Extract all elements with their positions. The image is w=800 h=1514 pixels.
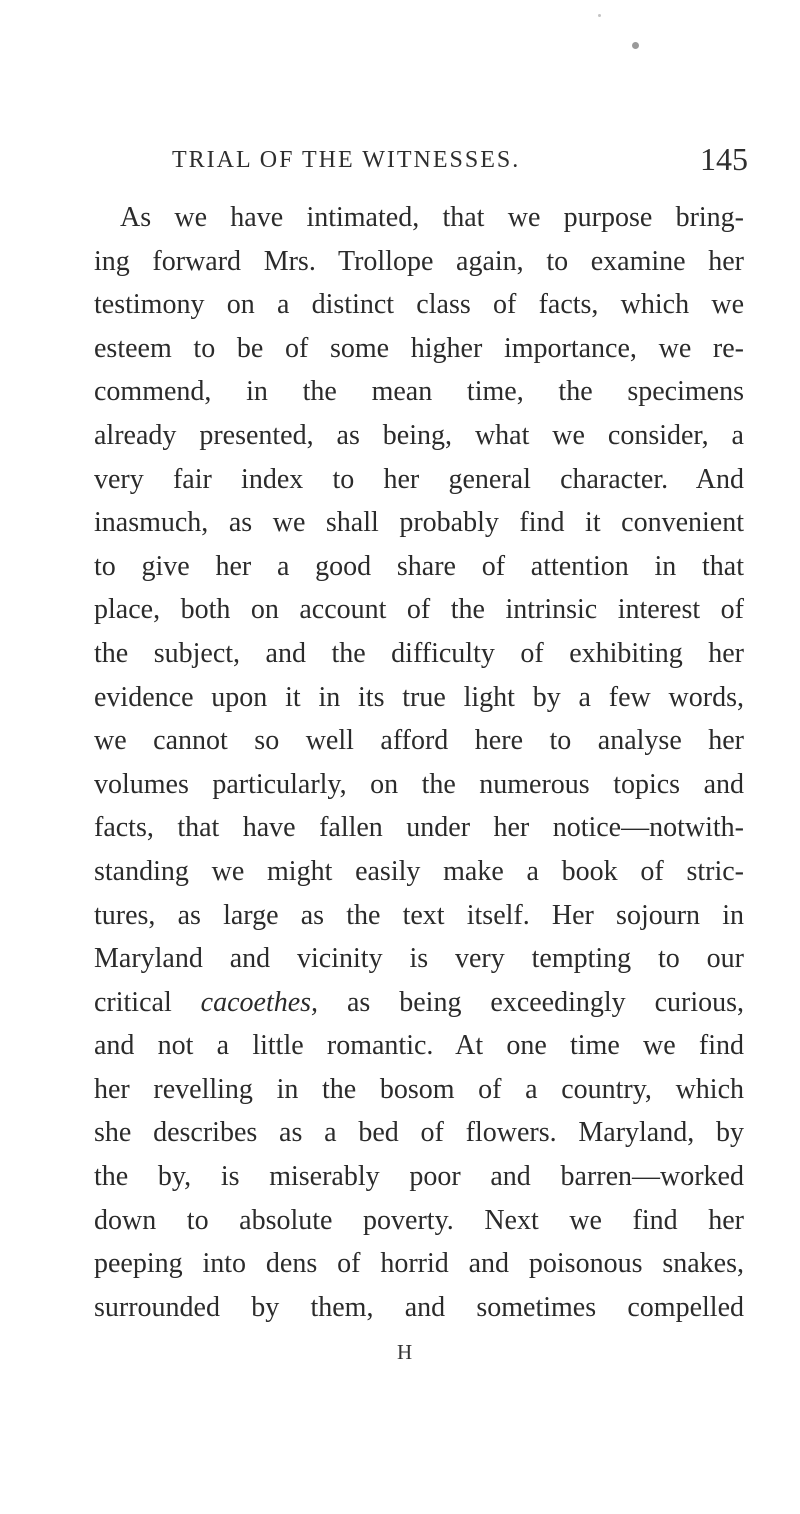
italic-term: cacoethes, [200, 986, 319, 1018]
text-line: surrounded by them, and sometimes compelled [94, 1291, 744, 1323]
text-line: we cannot so well afford here to analyse her [94, 725, 744, 757]
text-line: the subject, and the difficulty of exhibiting her [94, 637, 744, 669]
text-line [94, 981, 744, 1025]
text-line: to give her a good share of attention in that [94, 550, 744, 582]
text-line: her revelling in the bosom of a country, which [94, 1073, 744, 1105]
text-line: evidence upon it in its true light by a few words, [94, 681, 744, 713]
text-line: volumes particularly, on the numerous topics and [94, 768, 744, 800]
signature-mark: H [397, 1340, 413, 1364]
text-line: place, both on account of the intrinsic interest of [94, 594, 744, 626]
text-line: the by, is miserably poor and barren—worked [94, 1161, 744, 1193]
text-line: and not a little romantic. At one time we find [94, 1030, 744, 1062]
text-line: commend, in the mean time, the specimens [94, 376, 744, 408]
text-fragment: critical [94, 986, 172, 1018]
text-line: she describes as a bed of flowers. Maryland, by [94, 1117, 744, 1149]
text-line: ing forward Mrs. Trollope again, to examine her [94, 245, 744, 277]
text-line: As we have intimated, that we purpose bring- [120, 202, 744, 233]
running-head: TRIAL OF THE WITNESSES. [172, 147, 521, 173]
page-number: 145 [700, 141, 748, 177]
body-text [94, 196, 744, 1329]
text-line: facts, that have fallen under her notice—notwith- [94, 812, 744, 844]
paper-speck [632, 42, 639, 49]
text-line: peeping into dens of horrid and poisonous snakes, [94, 1248, 744, 1280]
text-line: standing we might easily make a book of stric- [94, 855, 744, 887]
text-line: down to absolute poverty. Next we find her [94, 1204, 744, 1236]
paper-speck [598, 14, 601, 17]
text-line: very fair index to her general character. And [94, 463, 744, 495]
text-line: tures, as large as the text itself. Her sojourn in [94, 899, 744, 931]
text-line: esteem to be of some higher importance, we re- [94, 332, 744, 364]
text-line: testimony on a distinct class of facts, which we [94, 289, 744, 321]
text-fragment: as being exceedingly curious, [347, 986, 745, 1018]
text-line: Maryland and vicinity is very tempting to our [94, 943, 744, 975]
text-line: inasmuch, as we shall probably find it convenient [94, 507, 744, 539]
text-line: already presented, as being, what we consider, a [94, 419, 744, 451]
